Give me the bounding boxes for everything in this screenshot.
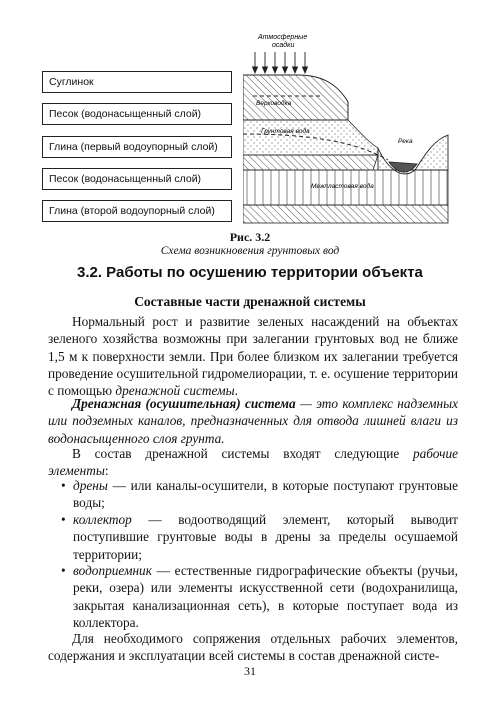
- label-perched-water: Верховодка: [256, 100, 292, 107]
- groundwater-diagram: [243, 30, 455, 225]
- precipitation-arrow-head: [253, 67, 258, 73]
- definition-term: Дренажная (осушительная) система: [72, 396, 296, 411]
- label-interstratal-water: Межпластовая вода: [311, 183, 374, 190]
- precipitation-arrow-head: [293, 67, 298, 73]
- clay-layer-1: [243, 155, 378, 170]
- figure-caption: Схема возникновения грунтовых вод: [160, 245, 340, 257]
- loam-layer: [243, 75, 348, 120]
- precipitation-arrow-head: [263, 67, 268, 73]
- label-river: Река: [398, 138, 413, 145]
- precipitation-arrow-head: [273, 67, 278, 73]
- precipitation-arrow-head: [303, 67, 308, 73]
- list-item-drains: • дрены — или каналы-осушители, в которые поступают грунтовые воды;: [61, 478, 458, 511]
- precipitation-arrow-head: [283, 67, 288, 73]
- legend-clay-1: Глина (первый водоупорный слой): [42, 136, 232, 158]
- paragraph-intro: Нормальный рост и развитие зеленых насаждений на объектах зеленого хозяйства возможны при залегании грунтовых вод не ближе 1,5 м к поверхности земли. При более близком их залегании требуется проведение осушительной гидромелиорации, т. е. осушение территории с помощью дренажной системы.: [48, 314, 458, 399]
- section-title: 3.2. Работы по осушению территории объекта: [77, 264, 423, 281]
- list-item-receiver: • водоприемник — естественные гидрографические объекты (ручьи, реки, озера) или элементы искусственной сети (водохранилища, закрытая канализационная сеть), в которые поступает вода из коллектора.: [61, 563, 458, 630]
- paragraph-elements: В состав дренажной системы входят следующие рабочие элементы:: [48, 446, 458, 479]
- label-precipitation-2: осадки: [272, 42, 295, 49]
- label-groundwater: Грунтовая вода: [261, 128, 310, 135]
- page-number: 31: [244, 664, 256, 678]
- legend-sand-2: Песок (водонасыщенный слой): [42, 168, 232, 190]
- paragraph-definition: Дренажная (осушительная) система — это комплекс надземных или подземных каналов, предназначенных для отвода лишней влаги из водонасыщенного слоя грунта.: [48, 396, 458, 446]
- sand-layer-1: [243, 120, 378, 155]
- term-drainage-system: дренажной системы: [115, 383, 235, 399]
- figure-label: Рис. 3.2: [229, 230, 271, 244]
- label-precipitation-1: Атмосферные: [258, 34, 308, 41]
- list-item-collector: • коллектор — водоотводящий элемент, который выводит поступившие грунтовые воды в дрены за пределы осушаемой территории;: [61, 512, 458, 562]
- subsection-title: Составные части дренажной системы: [134, 294, 366, 309]
- legend-loam: Суглинок: [42, 71, 232, 93]
- legend-clay-2: Глина (второй водоупорный слой): [42, 200, 232, 222]
- paragraph-final: Для необходимого сопряжения отдельных рабочих элементов, содержания и эксплуатации всей системы в состав дренажной систе-: [48, 631, 458, 664]
- legend-sand-1: Песок (водонасыщенный слой): [42, 103, 232, 125]
- clay-layer-2: [243, 205, 448, 223]
- precipitation-arrows: [253, 52, 308, 73]
